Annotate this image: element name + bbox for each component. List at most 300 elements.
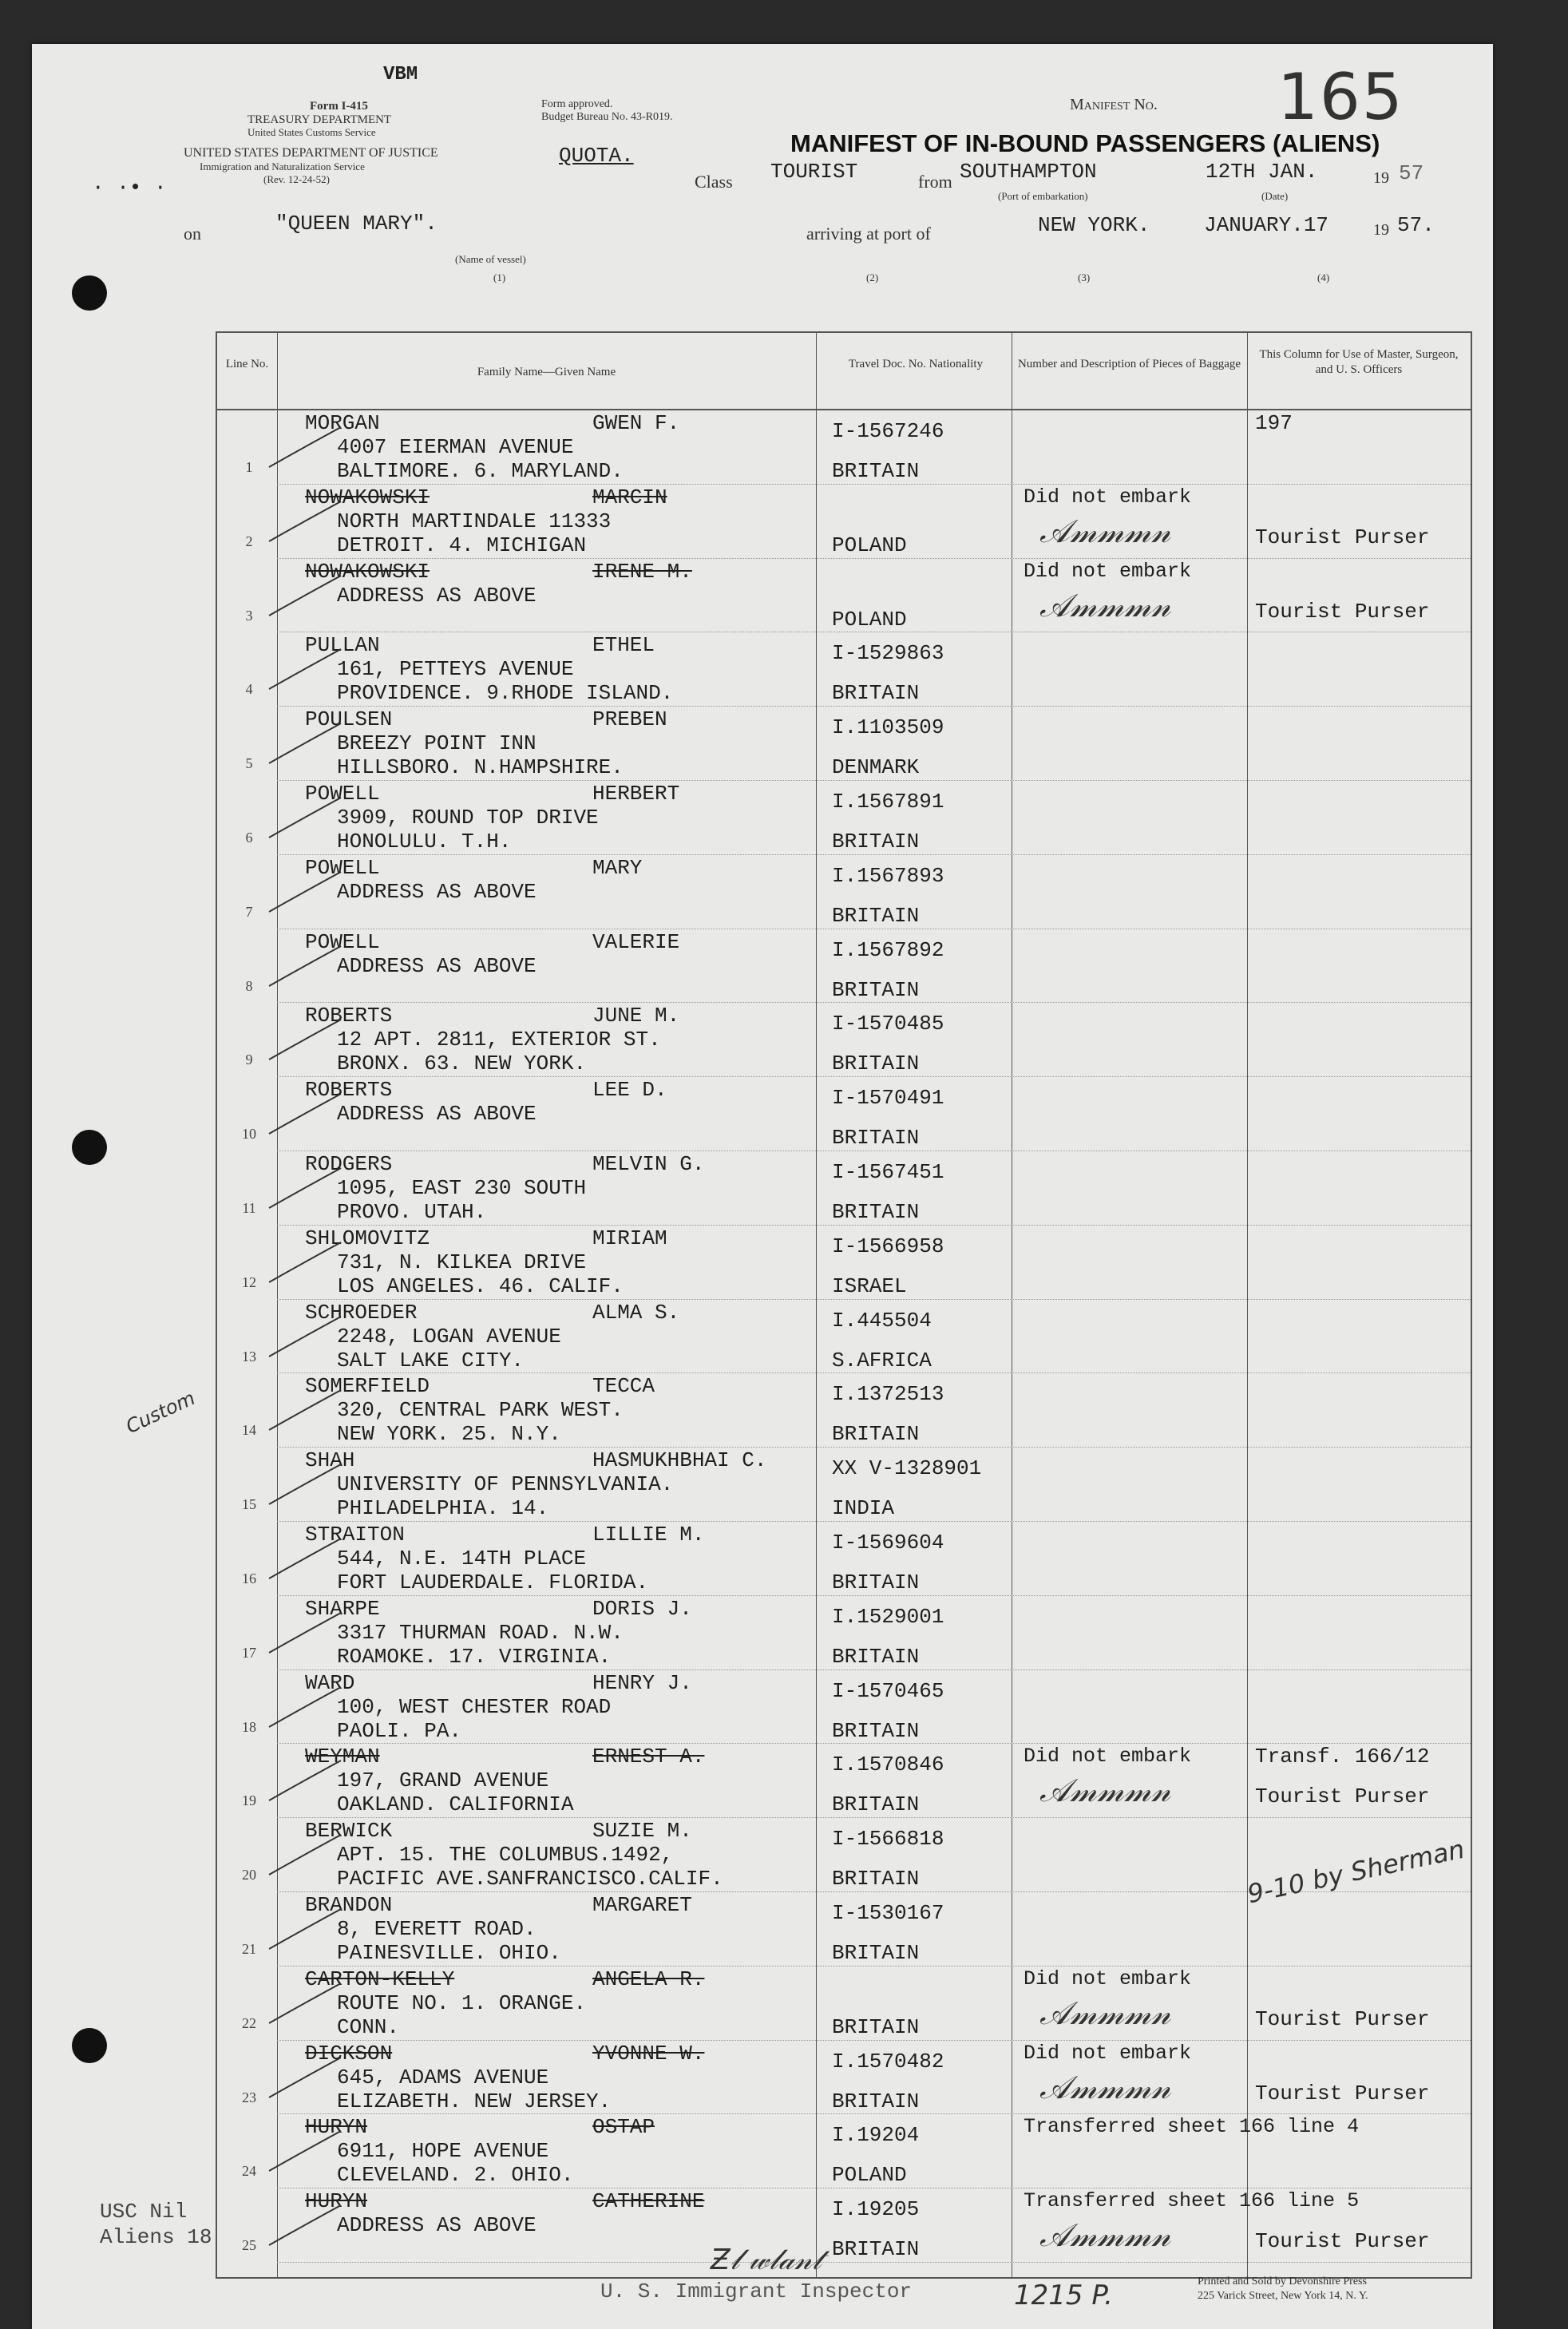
printer-line-1: Printed and Sold by Devonshire Press	[1198, 2276, 1367, 2287]
baggage-note: Transferred sheet 166 line 4	[1024, 2115, 1360, 2139]
travel-doc-number: I.1103509	[832, 715, 944, 740]
departure-date: 12TH JAN.	[1206, 160, 1318, 184]
address-line-1: ROUTE NO. 1. ORANGE.	[337, 1990, 587, 2015]
passenger-row-10	[217, 1078, 1471, 1151]
line-number: 24	[242, 2163, 256, 2180]
address-line-2: ROAMOKE. 17. VIRGINIA.	[337, 1644, 612, 1669]
travel-doc-number: I.1529001	[832, 1604, 944, 1629]
treasury-department: TREASURY DEPARTMENT	[247, 113, 392, 126]
check-mark-icon	[265, 423, 345, 471]
family-name: WEYMAN	[305, 1745, 380, 1769]
family-name: PULLAN	[305, 633, 380, 658]
passenger-row-12	[217, 1226, 1471, 1300]
nationality: S.AFRICA	[832, 1348, 932, 1372]
header-line-no: Line No.	[225, 358, 269, 370]
nationality: POLAND	[832, 2163, 907, 2188]
arrival-year-prefix: 19	[1373, 221, 1389, 239]
check-mark-icon	[265, 1609, 345, 1657]
officer-note: Tourist Purser	[1255, 2081, 1430, 2105]
address-line-2: HILLSBORO. N.HAMPSHIRE.	[337, 755, 624, 780]
baggage-note: Transferred sheet 166 line 5	[1024, 2189, 1360, 2213]
row-divider	[277, 854, 1471, 855]
nationality: BRITAIN	[832, 2237, 920, 2262]
form-number: Form I-415	[310, 100, 368, 113]
punch-hole-middle	[72, 1130, 107, 1165]
travel-doc-number: I.1372513	[832, 1382, 944, 1407]
usc-nil: USC Nil	[100, 2200, 188, 2224]
arrival-date: JANUARY.17	[1204, 213, 1329, 237]
address-line-2: PROVO. UTAH.	[337, 1200, 487, 1224]
travel-doc-number: I-1530167	[832, 1901, 944, 1925]
travel-doc-number: I-1566958	[832, 1234, 944, 1258]
nationality: BRITAIN	[832, 1570, 920, 1594]
line-number: 13	[242, 1348, 256, 1365]
given-name: ANGELA R.	[592, 1967, 705, 1991]
row-divider	[277, 2113, 1471, 2114]
header-baggage: Number and Description of Pieces of Baggage	[1017, 358, 1241, 370]
manifest-title: MANIFEST OF IN-BOUND PASSENGERS (ALIENS)	[790, 129, 1380, 157]
purser-signature: 𝒜𝓂𝓂𝓂𝓃	[1039, 2217, 1171, 2255]
family-name: DICKSON	[305, 2041, 393, 2066]
address-line-2: BALTIMORE. 6. MARYLAND.	[337, 459, 624, 483]
given-name: MARGARET	[592, 1893, 692, 1917]
check-mark-icon	[265, 1090, 345, 1138]
given-name: CATHERINE	[592, 2189, 705, 2214]
given-name: YVONNE W.	[592, 2041, 705, 2066]
given-name: LEE D.	[592, 1078, 667, 1103]
manifest-number: 165	[1277, 60, 1404, 134]
given-name: HASMUKHBHAI C.	[592, 1448, 767, 1473]
row-divider	[277, 1817, 1471, 1818]
address-line-1: UNIVERSITY OF PENNSYLVANIA.	[337, 1472, 674, 1497]
given-name: ERNEST A.	[592, 1745, 705, 1769]
line-number: 16	[242, 1570, 256, 1586]
check-mark-icon	[265, 1979, 345, 2027]
vessel-caption: (Name of vessel)	[455, 253, 526, 265]
address-line-2: NEW YORK. 25. N.Y.	[337, 1422, 561, 1447]
line-number: 1	[245, 459, 253, 475]
officer-note: Tourist Purser	[1255, 525, 1430, 549]
line-number: 8	[245, 977, 253, 994]
arrival-year: 57.	[1397, 213, 1435, 237]
line-number: 15	[242, 1496, 256, 1513]
nationality: BRITAIN	[832, 1644, 920, 1669]
check-mark-icon	[265, 719, 345, 767]
margin-mark: · ·• ·	[92, 176, 167, 200]
address-line-2: PAINESVILLE. OHIO.	[337, 1941, 561, 1965]
check-mark-icon	[265, 1831, 345, 1879]
year-value: 57	[1399, 161, 1424, 185]
family-name: SHAH	[305, 1448, 355, 1473]
line-number: 19	[242, 1792, 256, 1809]
given-name: ETHEL	[592, 633, 655, 658]
family-name: SCHROEDER	[305, 1300, 418, 1325]
col-num-3: (3)	[1078, 271, 1091, 283]
nationality: BRITAIN	[832, 1941, 920, 1965]
line-number: 14	[242, 1422, 256, 1439]
given-name: PREBEN	[592, 707, 667, 732]
justice-department: UNITED STATES DEPARTMENT OF JUSTICE	[184, 146, 438, 160]
inspector-signature: Ƶ𝓁 𝓌𝓁𝒶𝓃𝓉	[711, 2244, 822, 2276]
line-number: 4	[245, 681, 253, 698]
address-line-1: 1095, EAST 230 SOUTH	[337, 1176, 587, 1200]
family-name: MORGAN	[305, 411, 380, 435]
nationality: POLAND	[832, 607, 907, 632]
line-number: 11	[242, 1200, 256, 1216]
address-line-1: 197, GRAND AVENUE	[337, 1769, 549, 1793]
address-line-1: NORTH MARTINDALE 11333	[337, 509, 612, 533]
address-line-1: ADDRESS AS ABOVE	[337, 879, 537, 904]
address-line-2: CLEVELAND. 2. OHIO.	[337, 2163, 574, 2188]
family-name: POWELL	[305, 782, 380, 806]
address-line-1: 6911, HOPE AVENUE	[337, 2139, 549, 2164]
ins-service: Immigration and Naturalization Service	[200, 160, 365, 172]
row-divider	[277, 1076, 1471, 1077]
bottom-note: 1215 P.	[1014, 2279, 1113, 2311]
nationality: DENMARK	[832, 755, 920, 780]
passenger-row-18	[217, 1671, 1471, 1745]
travel-doc-number: I-1569604	[832, 1531, 944, 1555]
address-line-1: 544, N.E. 14TH PLACE	[337, 1547, 587, 1570]
line-number: 7	[245, 903, 253, 920]
margin-note-custom: Custom	[122, 1386, 199, 1439]
officer-note-top: 197	[1255, 411, 1293, 435]
given-name: GWEN F.	[592, 411, 680, 435]
given-name: MARY	[592, 855, 643, 880]
family-name: SOMERFIELD	[305, 1374, 430, 1399]
address-line-2: DETROIT. 4. MICHIGAN	[337, 533, 587, 557]
passenger-row-2	[217, 485, 1471, 559]
passenger-row-16	[217, 1523, 1471, 1596]
row-divider	[277, 558, 1471, 559]
address-line-2: FORT LAUDERDALE. FLORIDA.	[337, 1570, 649, 1594]
nationality: BRITAIN	[832, 1052, 920, 1076]
passenger-row-14	[217, 1374, 1471, 1448]
travel-doc-number: I.19205	[832, 2197, 920, 2222]
given-name: ALMA S.	[592, 1300, 680, 1325]
row-divider	[277, 2040, 1471, 2041]
given-name: HERBERT	[592, 782, 680, 806]
row-divider	[277, 484, 1471, 485]
passenger-row-24	[217, 2115, 1471, 2188]
passenger-row-5	[217, 707, 1471, 781]
given-name: DORIS J.	[592, 1596, 692, 1621]
check-mark-icon	[265, 1905, 345, 1953]
line-number: 3	[245, 607, 253, 624]
port-embarkation-caption: (Port of embarkation)	[998, 190, 1088, 202]
line-number: 20	[242, 1867, 256, 1883]
check-mark-icon	[265, 2127, 345, 2175]
row-divider	[277, 1225, 1471, 1226]
inspector-label: U. S. Immigrant Inspector	[600, 2279, 913, 2303]
check-mark-icon	[265, 1535, 345, 1582]
line-number: 25	[242, 2237, 256, 2254]
passenger-row-9	[217, 1004, 1471, 1077]
nationality: BRITAIN	[832, 903, 920, 928]
address-line-2: PHILADELPHIA. 14.	[337, 1496, 549, 1521]
travel-doc-number: I.445504	[832, 1308, 932, 1333]
nationality: BRITAIN	[832, 977, 920, 1002]
address-line-1: ADDRESS AS ABOVE	[337, 953, 537, 978]
line-number: 10	[242, 1126, 256, 1143]
note-sherman: 9-10 by Sherman	[1245, 1833, 1467, 1910]
address-line-2: PAOLI. PA.	[337, 1718, 462, 1743]
address-line-1: 3909, ROUND TOP DRIVE	[337, 806, 599, 830]
nationality: BRITAIN	[832, 1126, 920, 1151]
family-name: HURYN	[305, 2189, 368, 2214]
punch-hole-top	[72, 275, 107, 311]
check-mark-icon	[265, 1683, 345, 1731]
header-travel-doc: Travel Doc. No. Nationality	[848, 358, 984, 370]
passenger-row-6	[217, 782, 1471, 855]
vbm-stamp: VBM	[383, 64, 418, 85]
passenger-row-13	[217, 1301, 1471, 1374]
on-label: on	[184, 224, 201, 244]
address-line-1: 8, EVERETT ROAD.	[337, 1917, 537, 1941]
passenger-row-17	[217, 1597, 1471, 1670]
purser-signature: 𝒜𝓂𝓂𝓂𝓃	[1039, 513, 1171, 550]
officer-note: Tourist Purser	[1255, 1784, 1430, 1809]
address-line-1: 320, CENTRAL PARK WEST.	[337, 1398, 624, 1423]
travel-doc-number: I.1567892	[832, 937, 944, 962]
travel-doc-number: I-1567451	[832, 1160, 944, 1184]
family-name: BERWICK	[305, 1819, 393, 1844]
header-name: Family Name—Given Name	[477, 366, 616, 378]
family-name: ROBERTS	[305, 1078, 393, 1103]
year-prefix: 19	[1373, 169, 1389, 187]
given-name: MARCIN	[592, 485, 667, 509]
row-divider	[277, 1521, 1471, 1522]
given-name: IRENE M.	[592, 559, 692, 584]
address-line-2: HONOLULU. T.H.	[337, 830, 512, 854]
nationality: BRITAIN	[832, 2014, 920, 2039]
line-number: 23	[242, 2089, 256, 2105]
row-divider	[277, 2262, 1471, 2263]
class-value: TOURIST	[770, 160, 858, 184]
passenger-table	[216, 331, 1472, 2279]
line-number: 5	[245, 755, 253, 772]
col-num-4: (4)	[1317, 271, 1330, 283]
baggage-note: Did not embark	[1024, 1967, 1192, 1990]
travel-doc-number: I-1570485	[832, 1012, 944, 1036]
aliens-count: Aliens 18	[100, 2225, 212, 2249]
address-line-2: PROVIDENCE. 9.RHODE ISLAND.	[337, 681, 674, 706]
check-mark-icon	[265, 645, 345, 693]
address-line-2: OAKLAND. CALIFORNIA	[337, 1792, 574, 1817]
row-divider	[277, 780, 1471, 781]
address-line-1: 4007 EIERMAN AVENUE	[337, 435, 574, 459]
arrival-port: NEW YORK.	[1038, 213, 1150, 237]
nationality: BRITAIN	[832, 2089, 920, 2113]
passenger-row-4	[217, 633, 1471, 707]
purser-signature: 𝒜𝓂𝓂𝓂𝓃	[1039, 2069, 1171, 2106]
form-approved: Form approved.	[541, 98, 613, 110]
col-num-2: (2)	[866, 271, 879, 283]
nationality: POLAND	[832, 533, 907, 557]
address-line-1: ADDRESS AS ABOVE	[337, 2213, 537, 2238]
officer-note-top: Transf. 166/12	[1255, 1745, 1430, 1769]
given-name: OSTAP	[592, 2115, 655, 2140]
passenger-row-3	[217, 560, 1471, 633]
officer-note: Tourist Purser	[1255, 2229, 1430, 2254]
passenger-row-19	[217, 1745, 1471, 1818]
travel-doc-number: I-1570465	[832, 1678, 944, 1703]
check-mark-icon	[265, 794, 345, 842]
given-name: MELVIN G.	[592, 1152, 705, 1176]
address-line-1: ADDRESS AS ABOVE	[337, 583, 537, 608]
passenger-row-1	[217, 411, 1471, 485]
given-name: JUNE M.	[592, 1004, 680, 1028]
baggage-note: Did not embark	[1024, 1745, 1192, 1769]
family-name: RODGERS	[305, 1152, 393, 1176]
address-line-2: CONN.	[337, 2014, 400, 2039]
nationality: BRITAIN	[832, 1718, 920, 1743]
nationality: BRITAIN	[832, 459, 920, 483]
passenger-row-7	[217, 856, 1471, 929]
travel-doc-number: I-1567246	[832, 419, 944, 443]
baggage-note: Did not embark	[1024, 2041, 1192, 2065]
row-divider	[277, 1372, 1471, 1373]
address-line-1: 2248, LOGAN AVENUE	[337, 1324, 561, 1349]
travel-doc-number: I.1567893	[832, 863, 944, 888]
check-mark-icon	[265, 1386, 345, 1434]
nationality: BRITAIN	[832, 681, 920, 706]
officer-note: Tourist Purser	[1255, 599, 1430, 624]
row-divider	[277, 1966, 1471, 1967]
given-name: SUZIE M.	[592, 1819, 692, 1844]
family-name: BRANDON	[305, 1893, 393, 1917]
check-mark-icon	[265, 942, 345, 990]
passenger-row-15	[217, 1448, 1471, 1522]
nationality: BRITAIN	[832, 830, 920, 854]
address-line-1: 3317 THURMAN ROAD. N.W.	[337, 1620, 624, 1645]
class-label: Class	[695, 172, 733, 192]
row-divider	[277, 1595, 1471, 1596]
line-number: 12	[242, 1273, 256, 1290]
travel-doc-number: XX V-1328901	[832, 1456, 982, 1481]
line-number: 2	[245, 533, 253, 549]
given-name: VALERIE	[592, 929, 680, 954]
row-divider	[277, 1447, 1471, 1448]
family-name: CARTON-KELLY	[305, 1967, 455, 1991]
address-line-1: APT. 15. THE COLUMBUS.1492,	[337, 1843, 674, 1868]
row-divider	[277, 1002, 1471, 1003]
customs-service: United States Customs Service	[247, 126, 376, 138]
address-line-2: BRONX. 63. NEW YORK.	[337, 1052, 587, 1076]
printer-line-2: 225 Varick Street, New York 14, N. Y.	[1198, 2290, 1368, 2302]
nationality: BRITAIN	[832, 1422, 920, 1447]
row-divider	[277, 1743, 1471, 1744]
passenger-row-23	[217, 2042, 1471, 2115]
row-divider	[277, 1299, 1471, 1300]
date-caption: (Date)	[1261, 190, 1289, 202]
from-value: SOUTHAMPTON	[960, 160, 1097, 184]
family-name: NOWAKOWSKI	[305, 559, 430, 584]
check-mark-icon	[265, 1313, 345, 1361]
passenger-row-11	[217, 1152, 1471, 1226]
line-number: 21	[242, 1941, 256, 1957]
col-num-1: (1)	[493, 271, 506, 283]
nationality: BRITAIN	[832, 1792, 920, 1817]
baggage-note: Did not embark	[1024, 559, 1192, 583]
nationality: BRITAIN	[832, 1200, 920, 1224]
travel-doc-number: I-1529863	[832, 641, 944, 666]
address-line-1: 100, WEST CHESTER ROAD	[337, 1694, 612, 1719]
passenger-row-25	[217, 2189, 1471, 2263]
budget-bureau: Budget Bureau No. 43-R019.	[541, 111, 673, 123]
arriving-label: arriving at port of	[806, 224, 931, 244]
family-name: HURYN	[305, 2115, 368, 2140]
family-name: STRAITON	[305, 1523, 405, 1547]
travel-doc-number: I-1570491	[832, 1086, 944, 1111]
purser-signature: 𝒜𝓂𝓂𝓂𝓃	[1039, 587, 1171, 624]
quota-label: QUOTA.	[559, 144, 634, 168]
check-mark-icon	[265, 572, 345, 620]
line-number: 17	[242, 1644, 256, 1661]
check-mark-icon	[265, 1757, 345, 1804]
address-line-2: PACIFIC AVE.SANFRANCISCO.CALIF.	[337, 1867, 723, 1891]
officer-note: Tourist Purser	[1255, 2006, 1430, 2031]
punch-hole-bottom	[72, 2028, 107, 2063]
check-mark-icon	[265, 1016, 345, 1063]
purser-signature: 𝒜𝓂𝓂𝓂𝓃	[1039, 1994, 1171, 2032]
line-number: 6	[245, 830, 253, 846]
given-name: TECCA	[592, 1374, 655, 1399]
family-name: SHARPE	[305, 1596, 380, 1621]
travel-doc-number: I.1570846	[832, 1753, 944, 1777]
check-mark-icon	[265, 868, 345, 916]
family-name: NOWAKOWSKI	[305, 485, 430, 509]
address-line-1: 645, ADAMS AVENUE	[337, 2065, 549, 2089]
row-divider	[277, 706, 1471, 707]
address-line-2: LOS ANGELES. 46. CALIF.	[337, 1273, 624, 1298]
passenger-row-22	[217, 1967, 1471, 2041]
passenger-row-21	[217, 1893, 1471, 1967]
family-name: SHLOMOVITZ	[305, 1226, 430, 1250]
nationality: INDIA	[832, 1496, 895, 1521]
line-number: 18	[242, 1718, 256, 1735]
travel-doc-number: I.1570482	[832, 2049, 944, 2074]
given-name: MIRIAM	[592, 1226, 667, 1250]
family-name: ROBERTS	[305, 1004, 393, 1028]
check-mark-icon	[265, 497, 345, 545]
check-mark-icon	[265, 2201, 345, 2249]
given-name: HENRY J.	[592, 1670, 692, 1695]
purser-signature: 𝒜𝓂𝓂𝓂𝓃	[1039, 1772, 1171, 1810]
check-mark-icon	[265, 1460, 345, 1508]
check-mark-icon	[265, 1238, 345, 1286]
address-line-2: SALT LAKE CITY.	[337, 1348, 525, 1372]
family-name: WARD	[305, 1670, 355, 1695]
vessel-name: "QUEEN MARY".	[275, 212, 438, 236]
passenger-row-8	[217, 930, 1471, 1004]
address-line-1: 161, PETTEYS AVENUE	[337, 657, 574, 682]
nationality: BRITAIN	[832, 1867, 920, 1891]
line-number: 22	[242, 2014, 256, 2031]
family-name: POWELL	[305, 929, 380, 954]
check-mark-icon	[265, 1164, 345, 1212]
address-line-1: ADDRESS AS ABOVE	[337, 1102, 537, 1127]
header-officers: This Column for Use of Master, Surgeon, and U. S. Officers	[1259, 348, 1459, 376]
address-line-2: ELIZABETH. NEW JERSEY.	[337, 2089, 612, 2113]
given-name: LILLIE M.	[592, 1523, 705, 1547]
family-name: POULSEN	[305, 707, 393, 732]
travel-doc-number: I-1566818	[832, 1827, 944, 1852]
address-line-1: 731, N. KILKEA DRIVE	[337, 1250, 587, 1274]
address-line-1: BREEZY POINT INN	[337, 731, 537, 756]
address-line-1: 12 APT. 2811, EXTERIOR ST.	[337, 1028, 661, 1052]
check-mark-icon	[265, 2054, 345, 2101]
